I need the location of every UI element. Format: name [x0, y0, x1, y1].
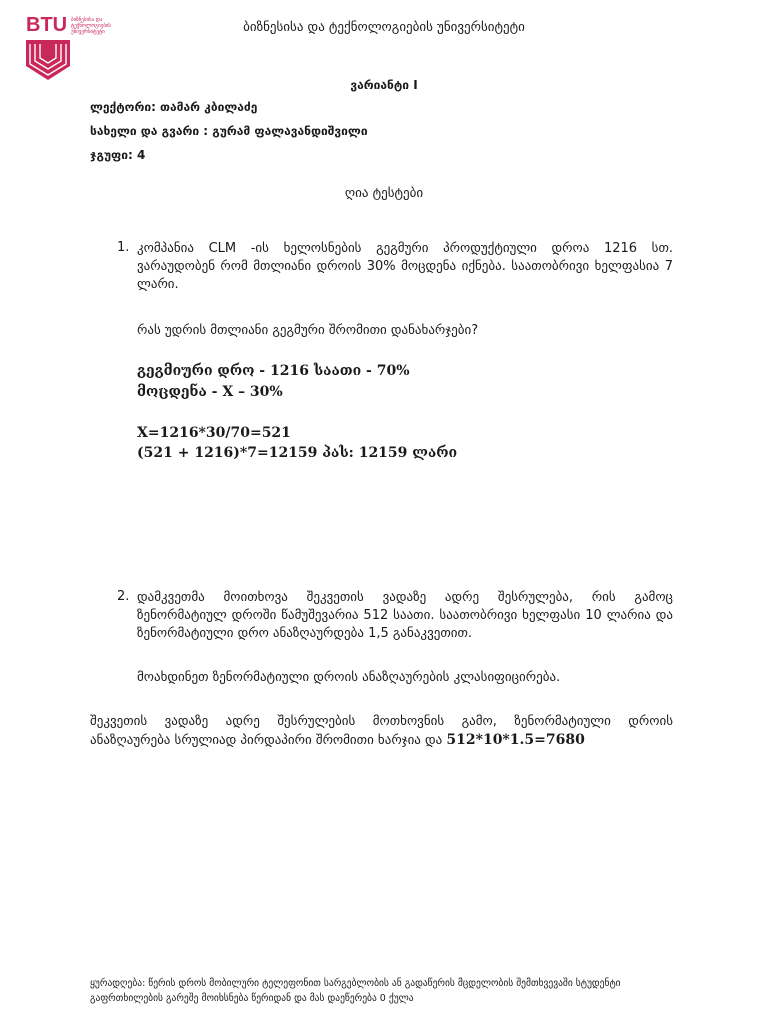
header-title: ბიზნესისა და ტექნოლოგიების უნივერსიტეტი: [243, 20, 525, 35]
group-line: ჯგუფი: 4: [90, 148, 146, 162]
logo-mark-icon: [26, 40, 70, 80]
answer-1-line: (521 + 1216)*7=12159 პას: 12159 ლარი: [137, 445, 458, 461]
answer-2-line-text: ანაზღაურება სრულიად პირდაპირი შრომითი ხარჯია და: [90, 733, 443, 748]
logo-wordmark: BTU: [26, 14, 68, 36]
question-1-number: 1.: [117, 240, 130, 255]
lecturer-line: ლექტორი: თამარ კბილაძე: [90, 100, 258, 114]
question-1-line: ვარაუდობენ რომ მთლიანი დროის 30% მოცდენა იქნება. საათობრივი ხელფასია 7: [137, 259, 673, 274]
question-2-number: 2.: [117, 589, 130, 604]
question-1-prompt: რას უდრის მთლიანი გეგმური შრომითი დანახარჯები?: [137, 323, 479, 338]
answer-2-formula: 512*10*1.5=7680: [446, 732, 585, 748]
answer-2-text: [90, 713, 673, 750]
section-title: ღია ტესტები: [344, 186, 424, 201]
question-1-line: კომპანია CLM -ის ხელოსნების გეგმური პროდუქტიული დროა 1216 სთ.: [137, 241, 673, 256]
question-1-text: [137, 240, 673, 294]
variant-title: ვარიანტი I: [350, 78, 418, 92]
answer-2-line: [90, 731, 673, 750]
question-1-line: ლარი.: [137, 277, 179, 292]
answer-2-line: შეკვეთის ვადაზე ადრე შესრულების მოთხოვნის გამო, ზენორმატიული დროის: [90, 714, 673, 729]
logo-subtitle: ბიზნესისა და ტექნოლოგიების უნივერსიტეტი: [71, 17, 111, 35]
question-2-line: ზენორმატიულ დროში წამუშევარია 512 საათი. საათობრივი ხელფასი 10 ლარია და: [137, 608, 673, 623]
answer-1-line: გეგმიური დრო - 1216 საათი - 70%: [137, 363, 410, 379]
answer-1-line: X=1216*30/70=521: [137, 425, 291, 441]
footer-line: გაფრთხილების გარეშე მოიხსნება წერიდან და მას დაეწერება 0 ქულა: [90, 993, 414, 1004]
footer-warning: [90, 976, 710, 1006]
footer-line: ყურადღება: წერის დროს მობილური ტელეფონით სარგებლობის ან გადაწერის მცდელობის შემთხვევაში სტუდენტი: [90, 978, 621, 989]
answer-1-line: მოცდენა - X – 30%: [137, 384, 283, 400]
question-2-prompt: მოახდინეთ ზენორმატიული დროის ანაზღაურების კლასიფიცირება.: [137, 670, 561, 685]
student-line: სახელი და გვარი : გურამ ფალავანდიშვილი: [90, 124, 368, 138]
question-2-line: დამკვეთმა მოითხოვა შეკვეთის ვადაზე ადრე შესრულება, რის გამოც: [137, 590, 673, 605]
question-2-line: ზენორმატიული დრო ანაზღაურდება 1,5 განაკვეთით.: [137, 626, 473, 641]
question-2-text: [137, 589, 673, 643]
